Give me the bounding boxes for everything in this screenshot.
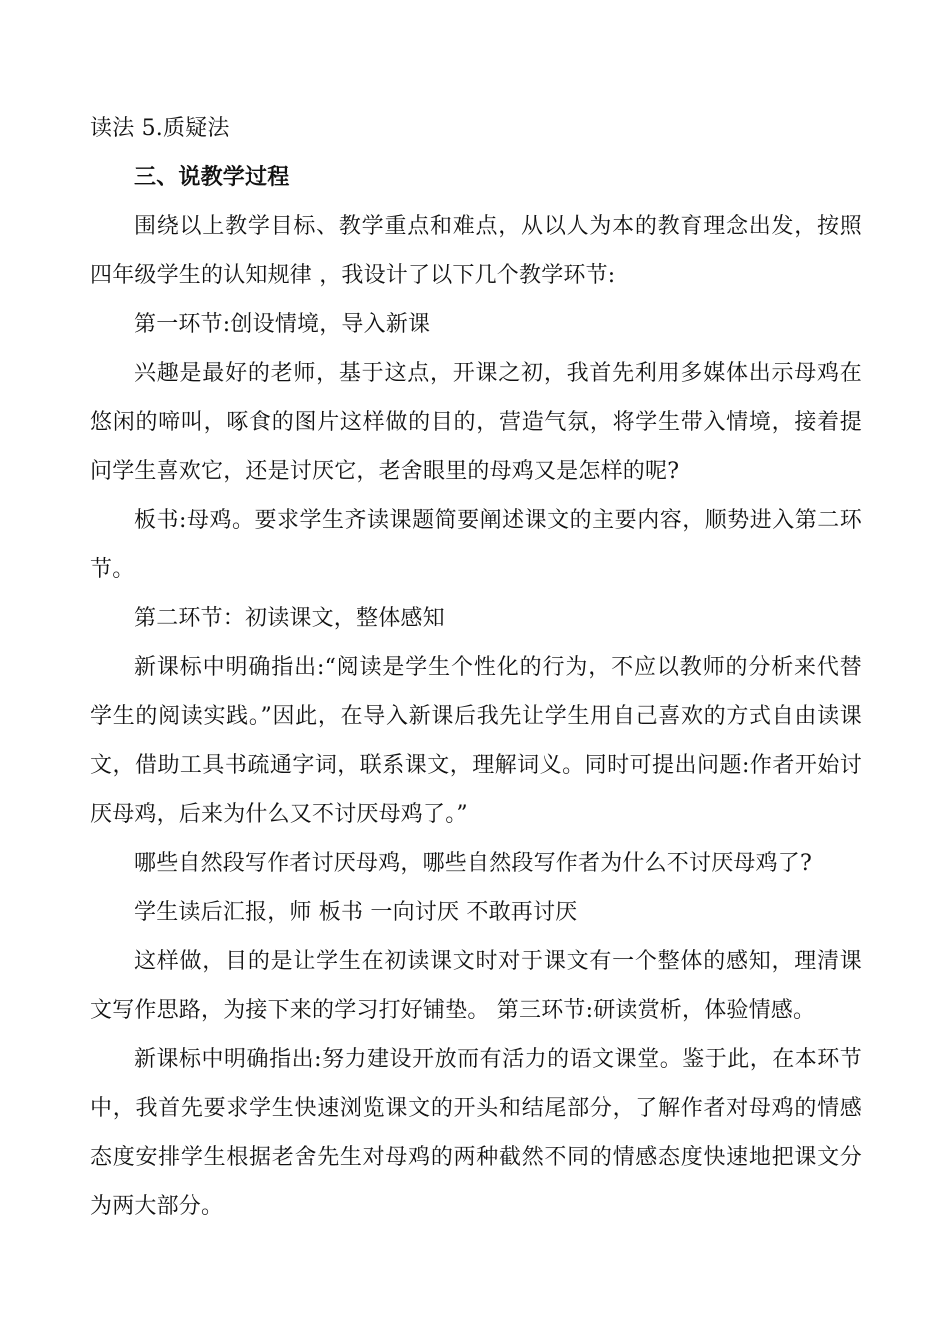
section-heading-teaching-process: 三、说教学过程 bbox=[134, 165, 290, 190]
paragraph-curriculum-quote: 新课标中明确指出:“阅读是学生个性化的行为，不应以教师的分析来代替学生的阅读实践。”因此，在导入新课后我先让学生用自己喜欢的方式自由读课文，借助工具书疏通字词，联系课文，理解词义。同时可提出问题:作者开始讨厌母鸡，后来为什么又不讨厌母鸡了。” bbox=[90, 655, 862, 827]
paragraph-blackboard-note: 板书:母鸡。要求学生齐读课题简要阐述课文的主要内容，顺势进入第二环节。 bbox=[90, 508, 862, 582]
paragraph-intro: 围绕以上教学目标、教学重点和难点，从以人为本的教育理念出发，按照四年级学生的认知规律 ，我设计了以下几个教学环节: bbox=[90, 214, 862, 288]
paragraph-reading-methods: 读法 5.质疑法 bbox=[90, 116, 230, 141]
paragraph-stage-one-detail: 兴趣是最好的老师，基于这点，开课之初，我首先利用多媒体出示母鸡在悠闲的啼叫，啄食的图片这样做的目的，营造气氛，将学生带入情境，接着提问学生喜欢它，还是讨厌它，老舍眼里的母鸡又是怎样的呢? bbox=[90, 361, 862, 484]
paragraph-stage-three-detail: 新课标中明确指出:努力建设开放而有活力的语文课堂。鉴于此，在本环节中，我首先要求学生快速浏览课文的开头和结尾部分，了解作者对母鸡的情感态度安排学生根据老舍先生对母鸡的两种截然不同的情感态度快速地把课文分为两大部分。 bbox=[90, 1047, 862, 1219]
paragraph-question: 哪些自然段写作者讨厌母鸡，哪些自然段写作者为什么不讨厌母鸡了? bbox=[134, 851, 812, 876]
paragraph-purpose-stage-three: 这样做，目的是让学生在初读课文时对于课文有一个整体的感知，理清课文写作思路，为接下来的学习打好铺垫。 第三环节:研读赏析，体验情感。 bbox=[90, 949, 862, 1023]
subheading-stage-one: 第一环节:创设情境，导入新课 bbox=[134, 312, 431, 337]
document-body bbox=[90, 104, 862, 1231]
paragraph-student-report: 学生读后汇报，师 板书 一向讨厌 不敢再讨厌 bbox=[134, 900, 578, 925]
subheading-stage-two: 第二环节：初读课文，整体感知 bbox=[134, 606, 445, 631]
